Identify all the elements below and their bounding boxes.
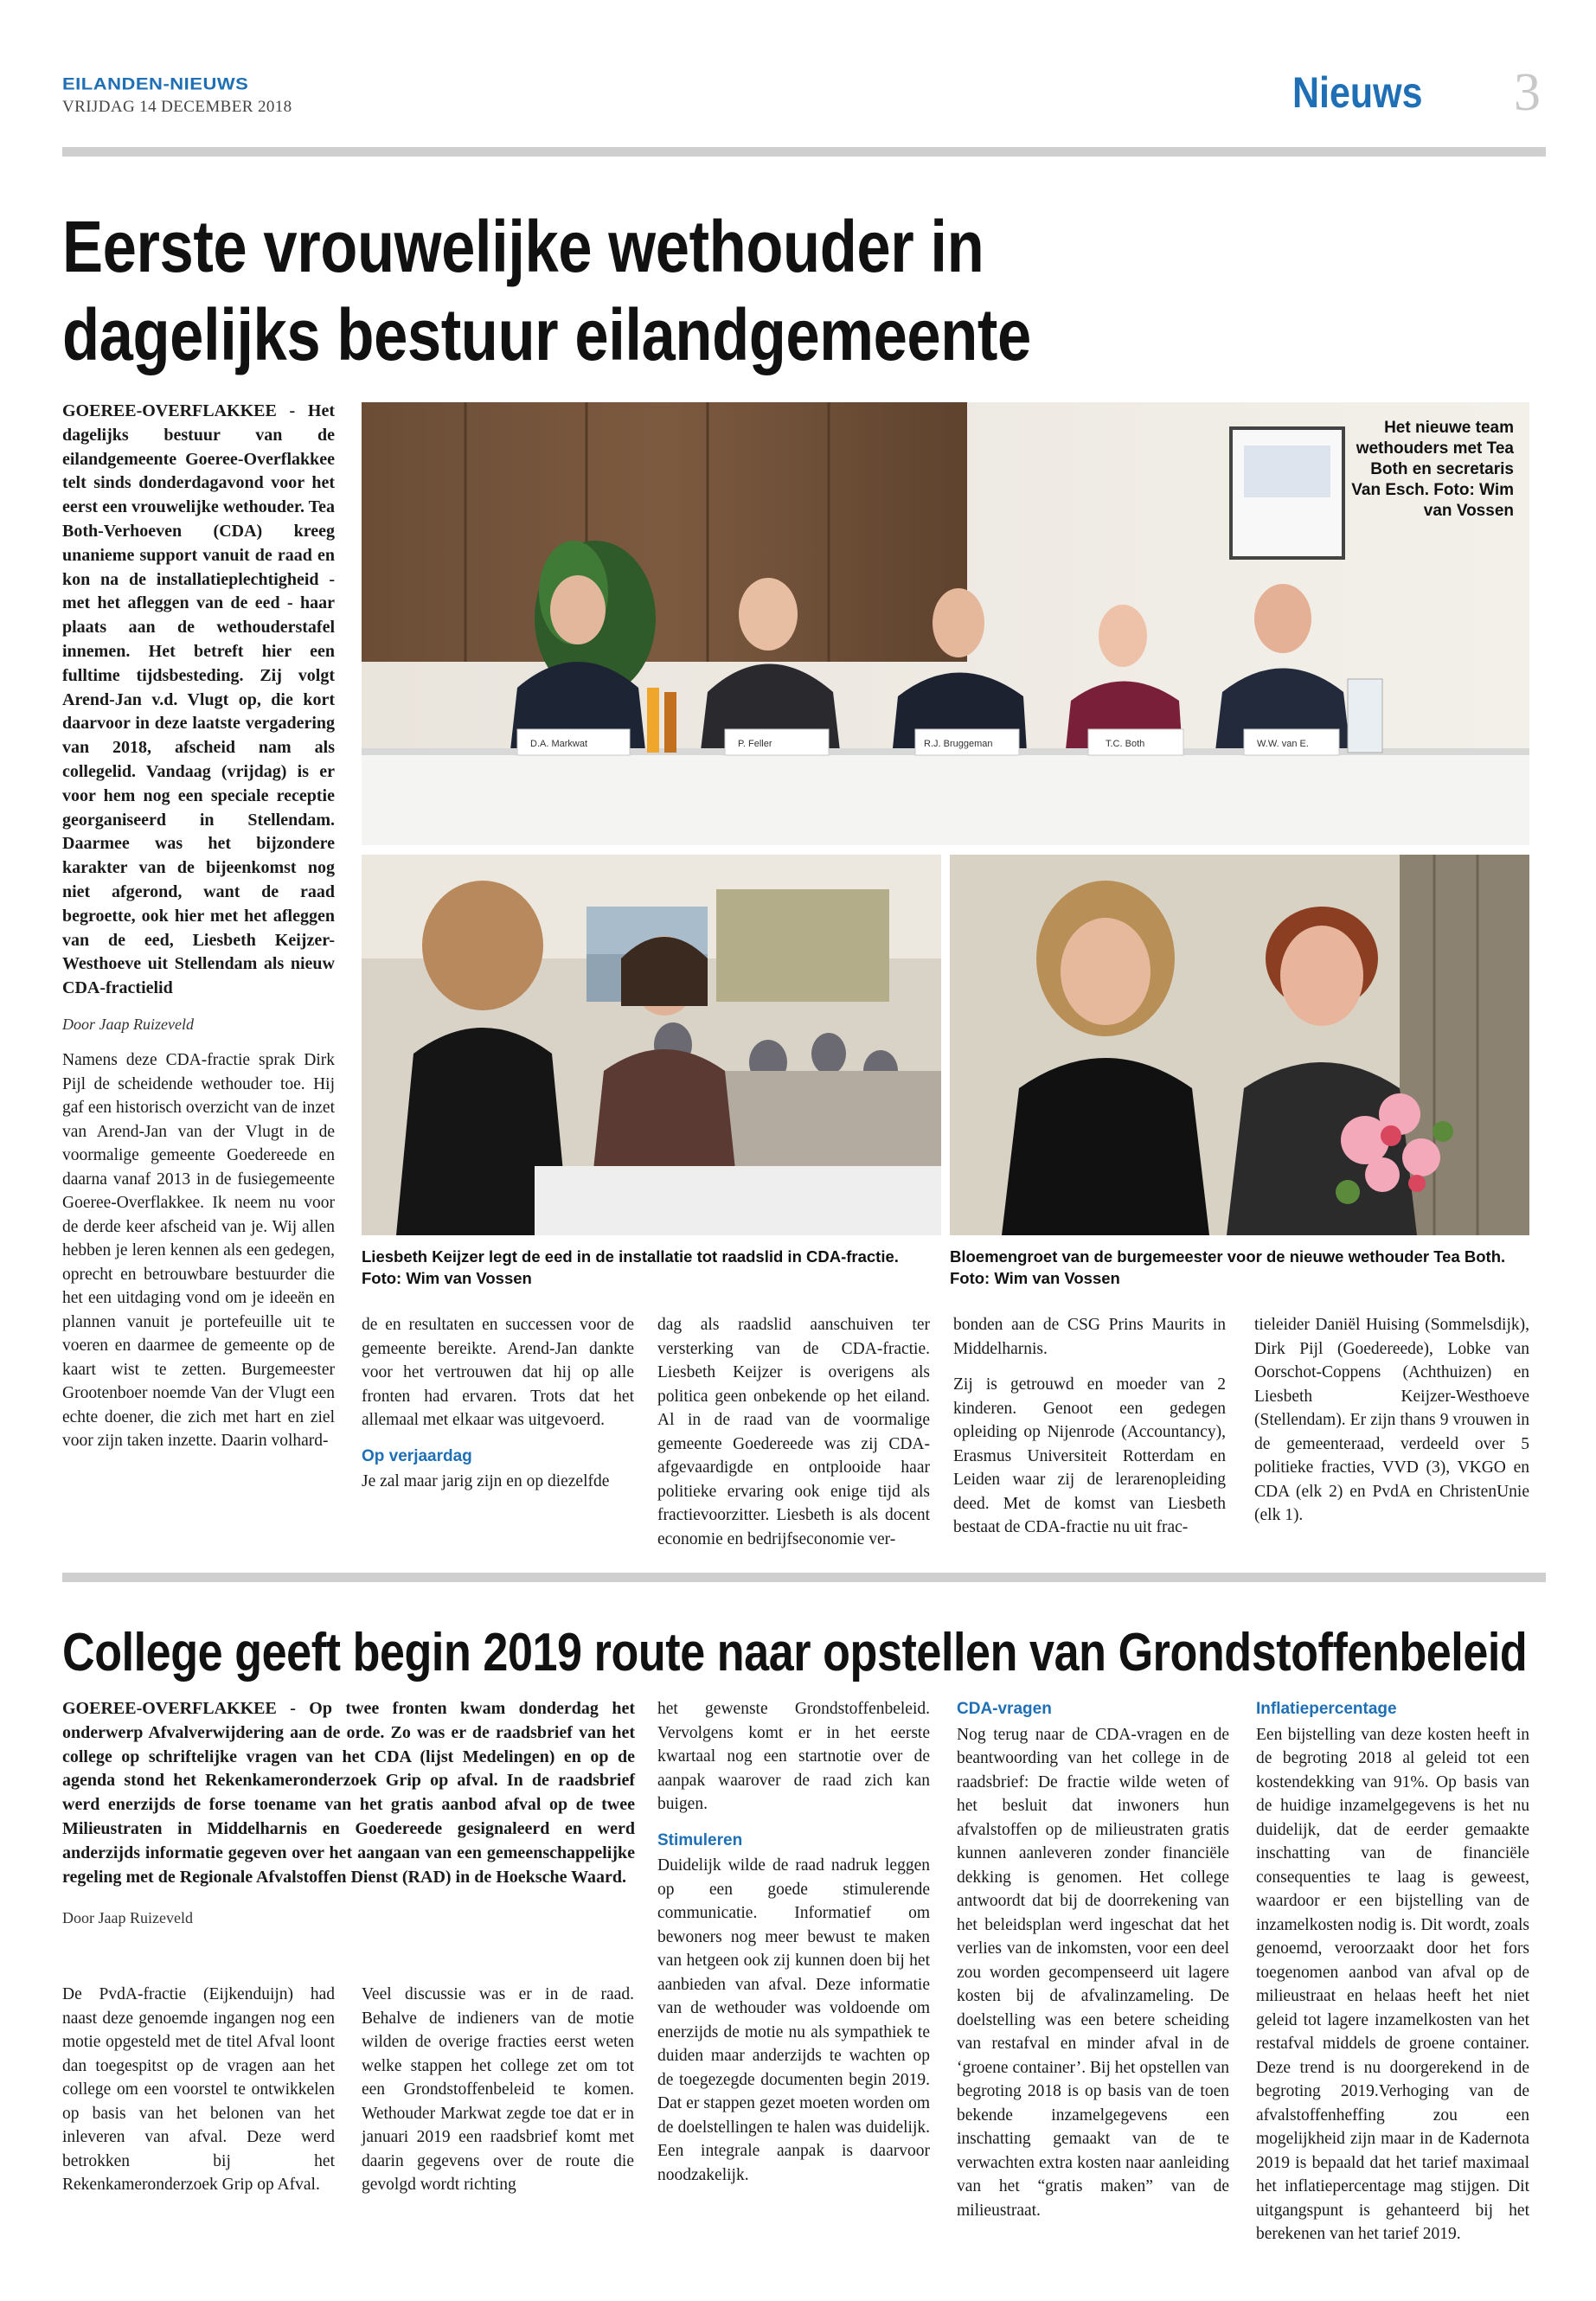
newspaper-logo: EILANDEN-NIEUWS xyxy=(62,74,249,93)
article-2-body-4: Nog terug naar de CDA-vragen en de beantwoording van het college in de raadsbrief: De fractie wilde weten of het besluit dat inwoners hun afvalstoffen op de milieustraten gratis kunnen aanleveren zonder financiële dekking is genomen. Het college antwoordt dat bij de doorrekening van het beleidsplan werd ingeschat dat het verlies van de inkomsten, voor een deel zou worden gecompenseerd uit lagere kosten bij de afvalinzameling. De doelstelling was een betere scheiding van restafval en minder afval in de ‘groene container’. Bij het opstellen van begroting 2018 is op basis van de toen bekende inzamelgegevens een inschatting gemaakt van de te verwachten extra kosten naar aanleiding van het “gratis maken” van de milieustraat. xyxy=(957,1725,1229,2220)
article-2-body-3b: Duidelijk wilde de raad nadruk leggen op een goede stimulerende communicatie. Informatief om bewoners nog meer bewust te maken van hetgeen ook zij kunnen doen bij het aanbieden van afval. Deze informatie van de wethouder was voldoende om enerzijds de motie nu als sympathiek te duiden maar anderzijds te wachten op de toegezegde documenten begin 2019. Dat er stappen gezet moeten worden om de doelstellingen te halen was duidelijk. Een integrale aanpak is daarvoor noodzakelijk. xyxy=(657,1856,930,2184)
article-1-body-2b: Je zal maar jarig zijn en op diezelfde xyxy=(362,1472,610,1490)
photo-flowers xyxy=(950,855,1529,1235)
article-2-column-1 xyxy=(62,1983,335,2209)
nameplate-1: D.A. Markwat xyxy=(530,739,588,749)
article-1-column-5 xyxy=(1254,1313,1529,1540)
article-1-body-5: tieleider Daniël Huising (Sommelsdijk), Dirk Pijl (Goedereede), Lobke van Oorschot-Coppens (Achthuizen) en Liesbeth Keijzer-Westhoeve (Stellendam). Er zijn thans 9 vrouwen in de gemeenteraad, verdeeld over 5 politieke fracties, VVD (3), VKGO en CDA (elk 2) en PvdA en ChristenUnie (elk 1). xyxy=(1254,1316,1529,1524)
nameplate-4: T.C. Both xyxy=(1106,739,1145,749)
article-1-column-2 xyxy=(362,1313,634,1506)
article-2-headline: College geeft begin 2019 route naar opstellen van Grondstoffenbeleid xyxy=(62,1623,1528,1682)
page-number: 3 xyxy=(1514,63,1541,122)
photo-oath xyxy=(362,855,941,1235)
article-2-byline: Door Jaap Ruizeveld xyxy=(62,1909,193,1927)
article-1-column-4 xyxy=(953,1313,1226,1552)
photo-wethouders-caption: Het nieuwe team wethouders met Tea Both en secretaris Van Esch. Foto: Wim van Vossen xyxy=(1351,419,1514,520)
article-2-lead-block xyxy=(62,1697,635,1943)
issue-date: VRIJDAG 14 DECEMBER 2018 xyxy=(62,98,292,116)
nameplate-2: P. Feller xyxy=(738,739,772,749)
article-2-body-5: Een bijstelling van deze kosten heeft in de begroting 2018 al geleid tot een kostendekking van 91%. Op basis van de huidige inzamelgegevens is het nu duidelijk, dat de eerder gemaakte inschatting van de financiële consequenties te laag is geweest, waardoor er een bijstelling van de inzamelkosten nodig is. Dit wordt, zoals genoemd, veroorzaakt door het fors toegenomen aanbod van afval op de milieustraat en helaas heeft het niet geleid tot lagere inzamelkosten van het restafval middels de groene container. Deze trend is nu doorgerekend in de begroting 2019.Verhoging van de afvalstoffenheffing zou een mogelijkheid zijn maar in de Kadernota 2019 is bepaald dat het tarief maximaal het inflatiepercentage mag stijgen. Dit uitgangspunt is gehanteerd bij het berekenen van het tarief 2019. xyxy=(1256,1725,1529,2243)
top-divider xyxy=(62,147,1546,157)
article-1-column-1 xyxy=(62,400,335,1465)
photo-flowers-image xyxy=(950,855,1529,1235)
article-2-body-1: De PvdA-fractie (Eijkenduijn) had naast deze genoemde ingangen nog een motie opgesteld met de titel Afval loont dan toegespitst op de vragen aan het college om een voorstel te ontwikkelen op basis van het belonen van het inleveren van afval. Deze werd betrokken bij het Rekenkameronderzoek Grip op Afval. xyxy=(62,1985,335,2194)
subhead-op-verjaardag: Op verjaardag xyxy=(362,1446,472,1465)
photo-oath-image xyxy=(362,855,941,1235)
article-2-column-2 xyxy=(362,1983,634,2209)
article-1-lead: GOEREE-OVERFLAKKEE - Het dagelijks bestuur van de eilandgemeente Goeree-Overflakkee telt sinds donderdagavond voor het eerst een vrouwelijke wethouder. Tea Both-Verhoeven (CDA) kreeg unanieme support vanuit de raad en kon na de installatieplechtigheid - met het afleggen van de eed - haar plaats aan de wethouderstafel innemen. Het betreft hier een fulltime tijdsbesteding. Zij volgt Arend-Jan v.d. Vlugt op, die kort daarvoor in deze laatste vergadering van 2018, afscheid nam als collegelid. Vandaag (vrijdag) is er voor hem nog een speciale receptie georganiseerd in Stellendam. Daarmee was het bijzondere karakter van de bijeenkomst nog niet afgerond, want de raad begroette, ook hier met het afleggen van de eed, Liesbeth Keijzer-Westhoeve uit Stellendam als nieuw CDA-fractielid xyxy=(62,401,335,998)
nameplate-3: R.J. Bruggeman xyxy=(924,739,993,749)
article-2-lead: GOEREE-OVERFLAKKEE - Op twee fronten kwam donderdag het onderwerp Afvalverwijdering aan de orde. Zo was er de raadsbrief van het college op schriftelijke vragen van het CDA (lijst Medelingen) en op de agenda stond het Rekenkameronderzoek Grip op afval. In de raadsbrief werd enerzijds de forse toename van het gratis aanbod afval op de twee Milieustraten in Middelharnis en Goedereede gesignaleerd en werd anderzijds informatie gegeven over het aangaan van een gemeenschappelijke regeling met de Regionale Afvalstoffen Dienst (RAD) in de Hoeksche Waard. xyxy=(62,1699,635,1887)
section-label: Nieuws xyxy=(1292,68,1423,117)
photo-flowers-caption: Bloemengroet van de burgemeester voor de nieuwe wethouder Tea Both. Foto: Wim van Vossen xyxy=(950,1247,1506,1287)
article-divider xyxy=(62,1573,1546,1582)
subhead-stimuleren: Stimuleren xyxy=(657,1830,743,1849)
article-1-body-4b: Zij is getrouwd en moeder van 2 kinderen. Genoot een gedegen opleiding op Nijenrode (Accountancy), Erasmus Universiteit Rotterdam en Leiden waar zij de lerarenopleiding deed. Met de komst van Liesbeth bestaat de CDA-fractie nu uit frac- xyxy=(953,1375,1226,1536)
article-1-body-1: Namens deze CDA-fractie sprak Dirk Pijl de scheidende wethouder toe. Hij gaf een historisch overzicht van de inzet van Arend-Jan van der Vlugt in de voormalige gemeente Goedereede en daarna vanaf 2013 in de fusiegemeente Goeree-Overflakkee. Ik neem nu voor de derde keer afscheid van je. Wij allen hebben je leren kennen als een gedegen, oprecht en betrouwbare bestuurder die het een uitdaging vond om je ideeën en plannen vanuit je portefeuille uit te voeren en daarmee de gemeente op de kaart wist te zetten. Burgemeester Grootenboer noemde Van der Vlugt een echte doener, die zich met hart en ziel voor zijn taken inzette. Daarin volhard- xyxy=(62,1051,335,1451)
subhead-cda-vragen: CDA-vragen xyxy=(957,1700,1052,1718)
article-1-body-2: de en resultaten en successen voor de gemeente bereikte. Arend-Jan dankte voor het vertrouwen dat hij op alle fronten had ervaren. Trots dat het allemaal met elkaar was uitgevoerd. xyxy=(362,1316,634,1429)
article-1-byline: Door Jaap Ruizeveld xyxy=(62,1015,194,1033)
article-1-body-3: dag als raadslid aanschuiven ter versterking van de CDA-fractie. Liesbeth Keijzer is overigens als politica geen onbekende op het eiland. Al in de raad van de voormalige gemeente Goedereede was zij CDA-afgevaardigde en ontplooide haar politieke ervaring ook enige tijd als fractievoorzitter. Liesbeth is als docent economie en bedrijfseconomie ver- xyxy=(657,1316,930,1548)
article-1-column-3 xyxy=(657,1313,930,1563)
subhead-inflatiepercentage: Inflatiepercentage xyxy=(1256,1700,1397,1718)
article-2-column-5 xyxy=(1256,1697,1529,2259)
photo-oath-caption: Liesbeth Keijzer legt de eed in de installatie tot raadslid in CDA-fractie. Foto: Wim van Vossen xyxy=(362,1247,899,1287)
article-2-body-2: Veel discussie was er in de raad. Behalve de indieners van de motie wilden de overige fracties eerst weten welke stappen het college zet om tot een Grondstoffenbeleid te komen. Wethouder Markwat zegde toe dat er in januari 2019 een raadsbrief komt met daarin gegevens over de route die gevolgd wordt richting xyxy=(362,1985,634,2194)
article-2-column-4 xyxy=(957,1697,1229,2234)
article-2-column-3 xyxy=(657,1697,930,2199)
article-1-headline: Eerste vrouwelijke wethouder in dagelijks bestuur eilandgemeente xyxy=(62,206,1031,375)
article-1-body-4: bonden aan de CSG Prins Maurits in Middelharnis. xyxy=(953,1316,1226,1358)
article-2-body-3: het gewenste Grondstoffenbeleid. Vervolgens komt er in het eerste kwartaal nog een startnotie over de aanpak waarover de raad zich kan buigen. xyxy=(657,1700,930,1813)
nameplate-5: W.W. van E. xyxy=(1257,739,1309,749)
photo-wethouders-team xyxy=(362,402,1529,845)
